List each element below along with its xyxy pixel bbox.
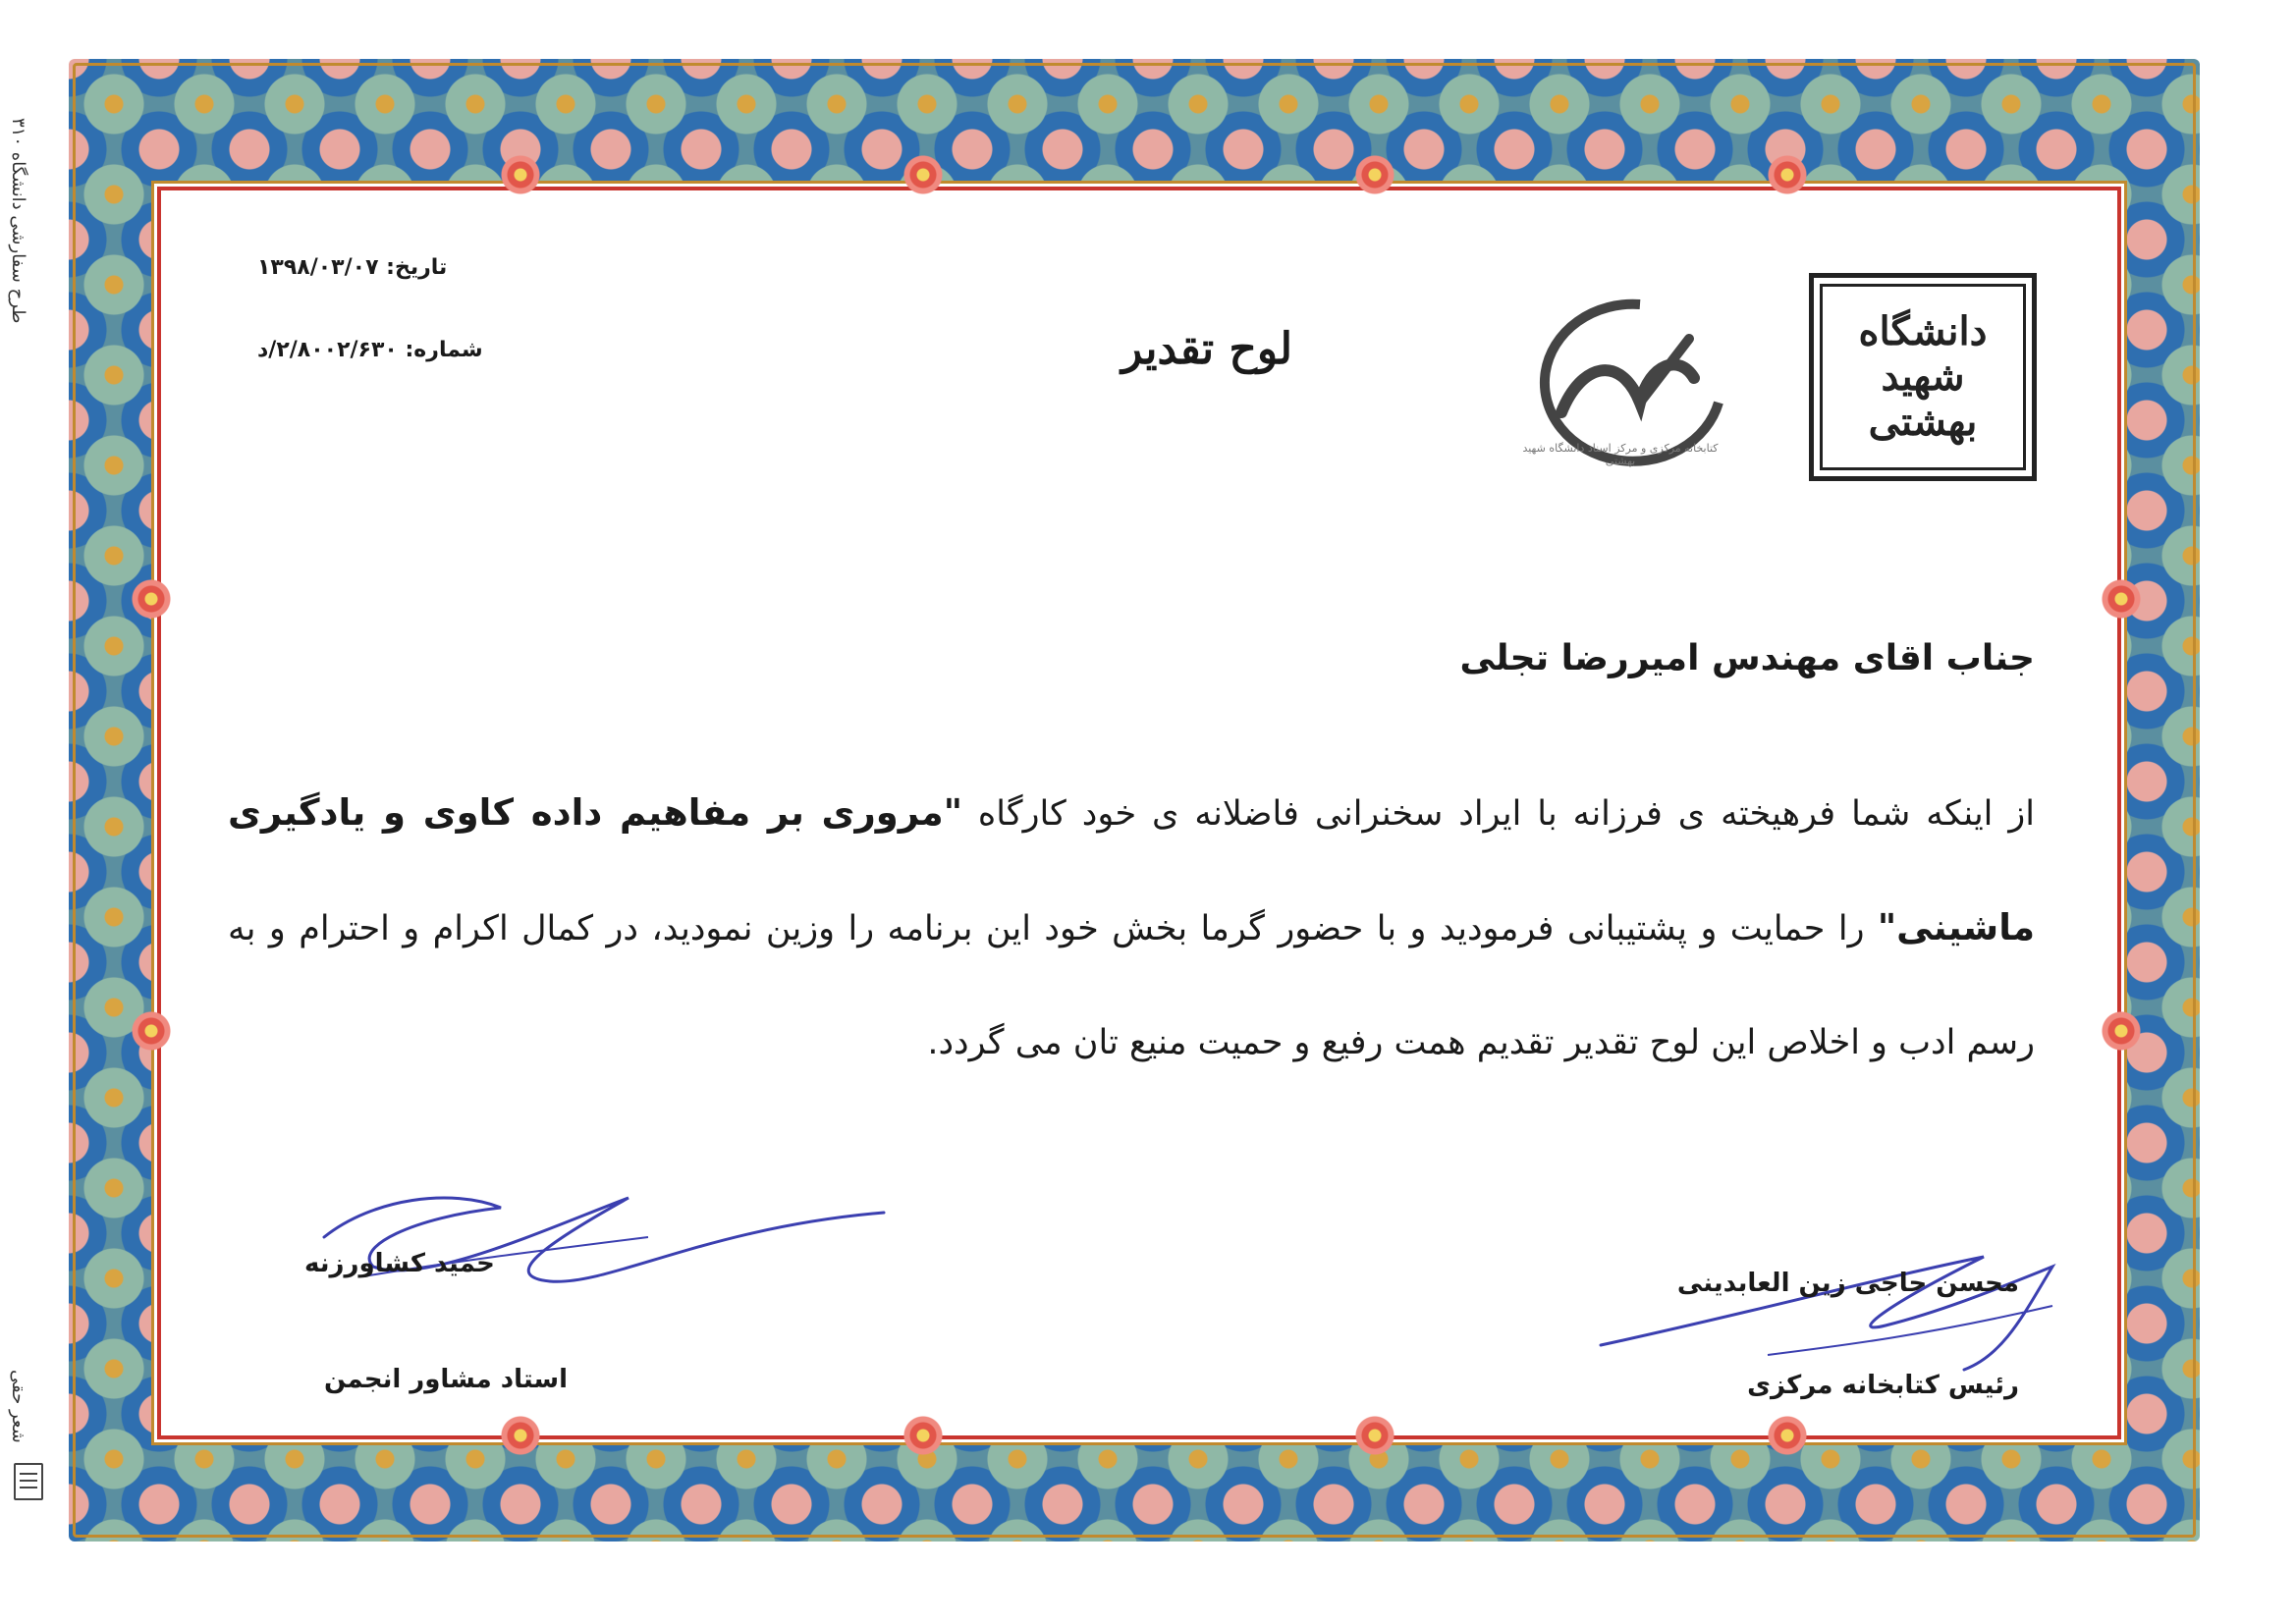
margin-note-top: طرح سفارشی دانشگاه ۳۱۰: [8, 118, 28, 324]
flower-ornament: [501, 1416, 540, 1455]
body-part-1: از اینکه شما فرهیخته ی فرزانه با ایراد سخنرانی فاضلانه ی خود کارگاه: [961, 794, 2035, 834]
seal-text: دانشگاه شهید بهشتی: [1820, 284, 2026, 470]
flower-ornament: [903, 1416, 943, 1455]
left-signature-icon: [295, 1159, 903, 1306]
flower-ornament: [1768, 155, 1807, 194]
flower-ornament: [132, 1011, 171, 1051]
flower-ornament: [2102, 579, 2141, 619]
right-signer-name: محسن حاجی زین العابدینی: [1676, 1269, 2019, 1298]
flower-ornament: [501, 155, 540, 194]
certificate-date: تاریخ: ۱۳۹۸/۰۳/۰۷: [257, 255, 448, 280]
left-signer-title: استاد مشاور انجمن: [324, 1365, 568, 1394]
flower-ornament: [132, 579, 171, 619]
workshop-title: "مروری بر مفاهیم داده کاوی و یادگیری ماشینی": [228, 791, 2035, 948]
recipient-name: جناب اقای مهندس امیررضا تجلی: [1459, 638, 2035, 678]
margin-note-bottom: شعر حقی: [8, 1370, 28, 1443]
left-signer-name: حمید کشاورزنه: [304, 1249, 495, 1278]
certificate-number: شماره: ۲/۸۰۰۲/۶۳۰/د: [257, 338, 483, 362]
body-part-2: را حمایت و پشتیبانی فرمودید و با حضور گرما بخش خود این برنامه را وزین نمودید، در کمال اکرام و احترام و به رسم ادب و اخلاص این لوح تقدیر تقدیم همت رفیع و حمیت منیع تان می گردد.: [228, 909, 2035, 1062]
flower-ornament: [2102, 1011, 2141, 1051]
right-signer-title: رئیس کتابخانه مرکزی: [1747, 1371, 2019, 1400]
document-icon: [14, 1463, 43, 1500]
flower-ornament: [903, 155, 943, 194]
library-logo-caption: کتابخانه مرکزی و مرکز اسناد دانشگاه شهید بهشتی: [1522, 442, 1719, 467]
title-text: لوح تقدیر: [1121, 324, 1292, 374]
certificate-body: [228, 756, 2035, 1100]
flower-ornament: [1355, 1416, 1394, 1455]
university-seal-logo: [1809, 273, 2037, 481]
flower-ornament: [1355, 155, 1394, 194]
flower-ornament: [1768, 1416, 1807, 1455]
